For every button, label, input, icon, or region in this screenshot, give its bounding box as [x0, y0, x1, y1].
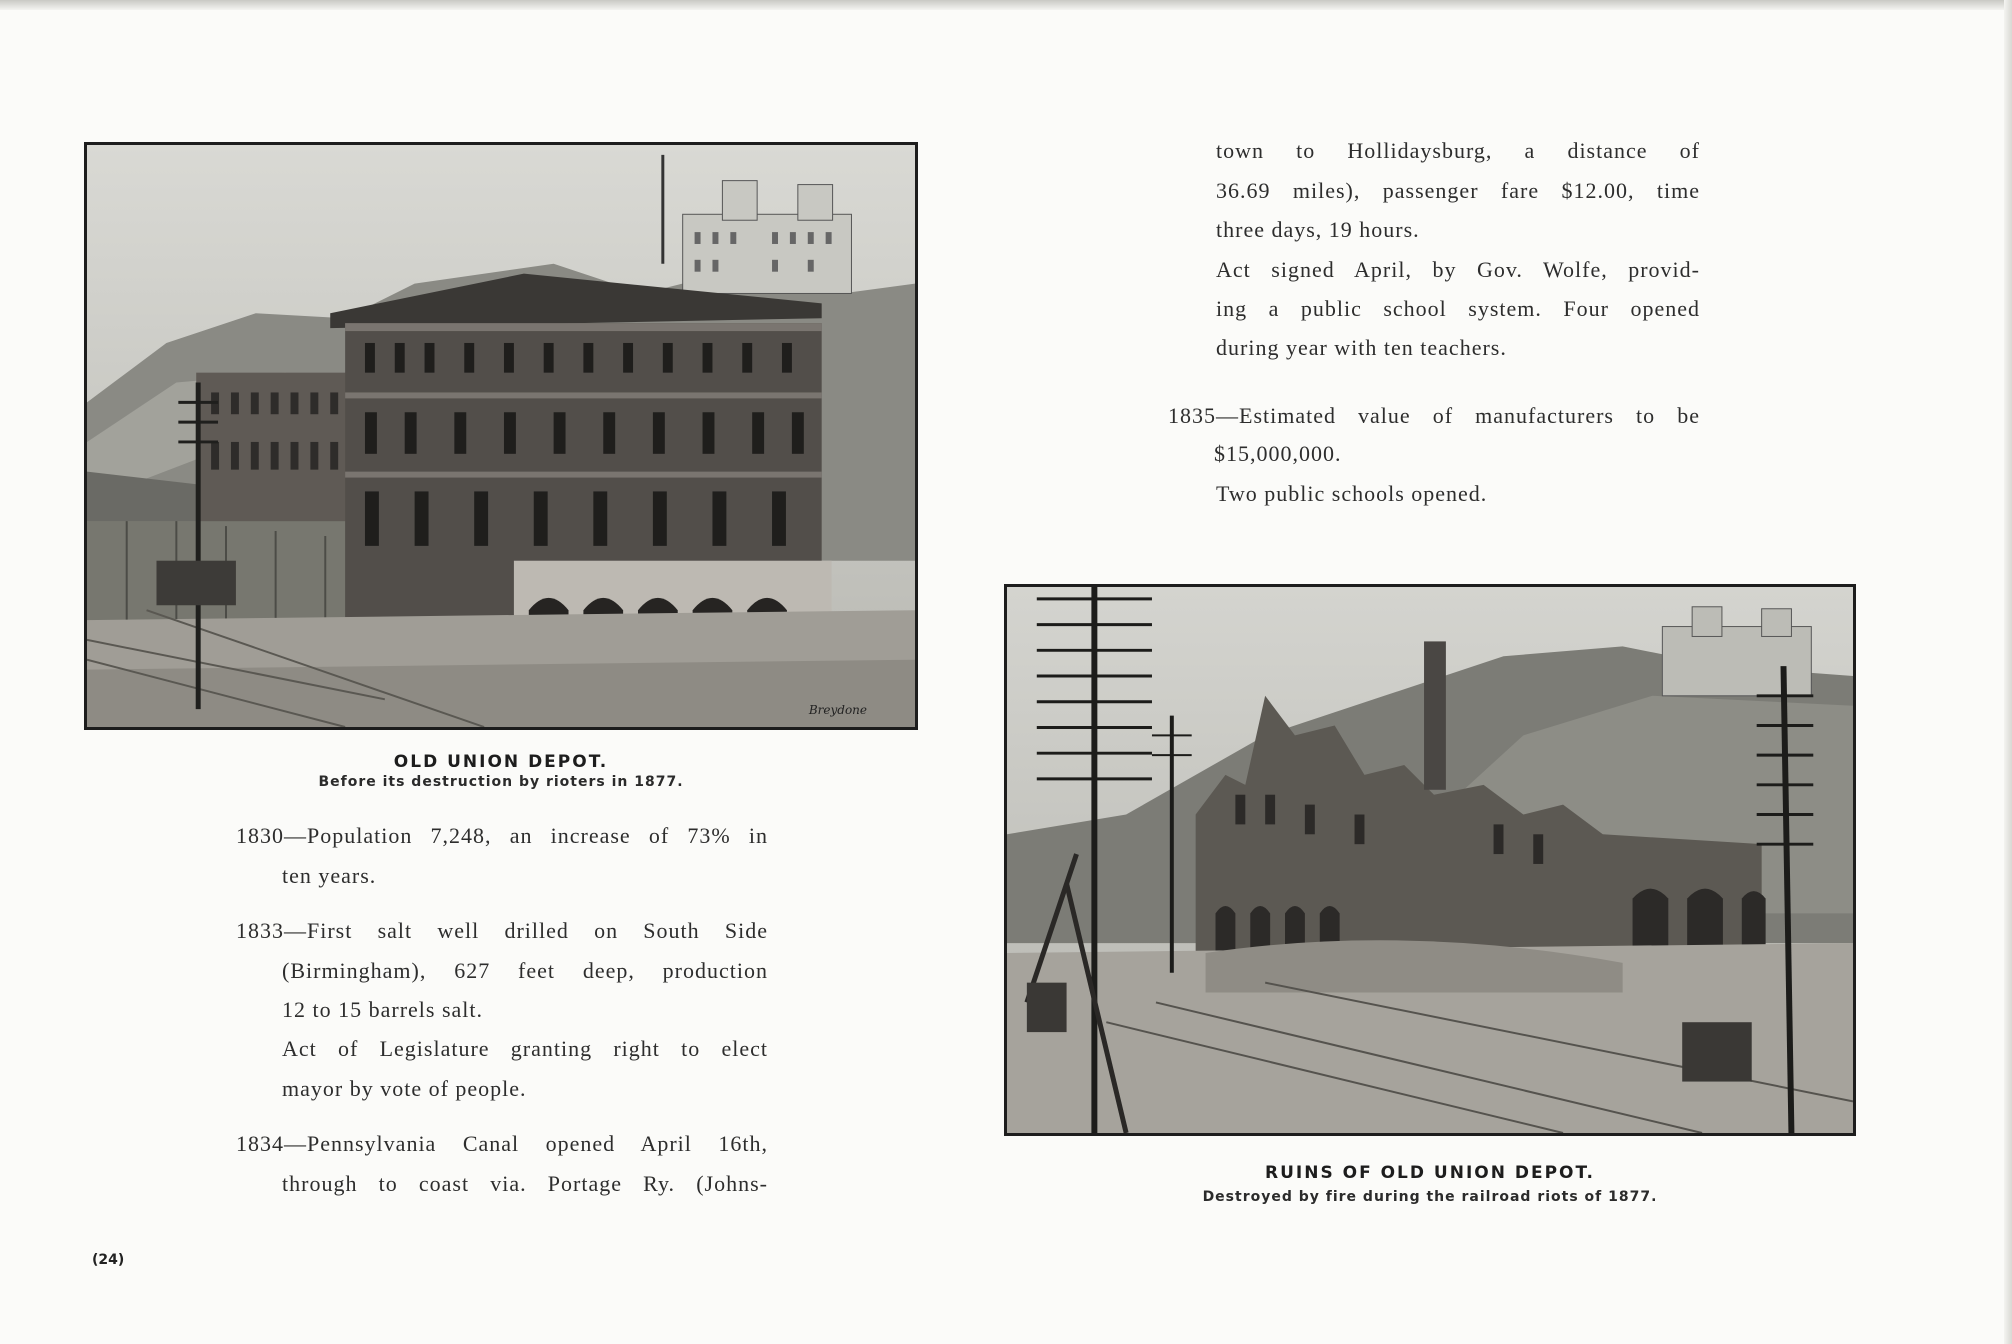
text-line: (Birmingham), 627 feet deep, production: [282, 958, 768, 983]
text-line: 1835—Estimated value of manufacturers to be: [1168, 403, 1700, 428]
right-caption-title: RUINS OF OLD UNION DEPOT.: [1265, 1163, 1595, 1183]
ruins-illustration: [1007, 587, 1853, 1133]
right-caption-subtitle: Destroyed by fire during the railroad riots of 1877.: [1202, 1189, 1658, 1205]
text-line: ten years.: [282, 863, 377, 888]
text-line: through to coast via. Portage Ry. (Johns-: [282, 1171, 768, 1196]
text-line: town to Hollidaysburg, a distance of: [1216, 138, 1700, 163]
page-right-edge: [2004, 0, 2012, 1344]
old-union-depot-photo: [84, 142, 918, 730]
text-line: 12 to 15 barrels salt.: [282, 997, 484, 1022]
left-caption-subtitle: Before its destruction by rioters in 1877.: [318, 774, 684, 790]
page-top-edge: [0, 0, 2012, 10]
text-line: Two public schools opened.: [1216, 481, 1488, 506]
engraver-signature: Breydone: [808, 703, 867, 717]
left-caption-title: OLD UNION DEPOT.: [393, 752, 609, 772]
text-line: Act of Legislature granting right to elect: [282, 1036, 768, 1061]
text-line: during year with ten teachers.: [1216, 335, 1507, 360]
text-line: Act signed April, by Gov. Wolfe, provid-: [1216, 257, 1700, 282]
text-line: ing a public school system. Four opened: [1216, 296, 1700, 321]
page-number: (24): [92, 1252, 125, 1268]
text-line: 1834—Pennsylvania Canal opened April 16th,: [236, 1131, 768, 1156]
text-line: 36.69 miles), passenger fare $12.00, time: [1216, 178, 1700, 203]
text-line: 1830—Population 7,248, an increase of 73% in: [236, 823, 768, 848]
text-line: 1833—First salt well drilled on South Side: [236, 918, 768, 943]
ruins-union-depot-photo: [1004, 584, 1856, 1136]
text-line: $15,000,000.: [1214, 441, 1342, 466]
text-line: three days, 19 hours.: [1216, 217, 1420, 242]
depot-illustration: [87, 145, 915, 727]
text-line: mayor by vote of people.: [282, 1076, 527, 1101]
